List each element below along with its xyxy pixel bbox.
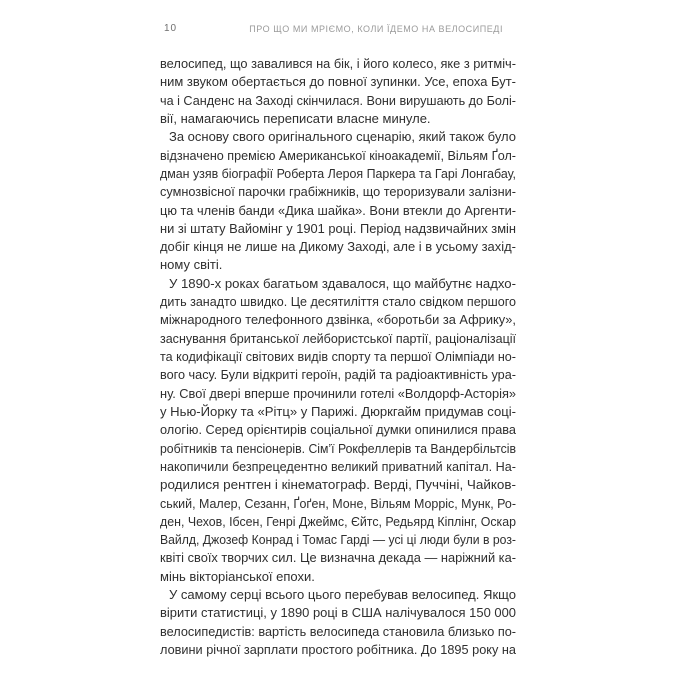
chapter-running-title: ПРО ЩО МИ МРІЄМО, КОЛИ ЇДЕМО НА ВЕЛОСИПЕДІ bbox=[249, 24, 503, 34]
text-line: ча і Санденс на Заході скінчилася. Вони вирушають до Болі- bbox=[160, 92, 516, 108]
text-line: У самому серці всього цього перебував велосипед. Якщо bbox=[169, 587, 516, 603]
body-text-block bbox=[160, 55, 516, 659]
text-line: накопичили безпрецедентно великий приватний капітал. На- bbox=[160, 458, 516, 474]
text-line: За основу свого оригінального сценарію, який також було bbox=[169, 129, 516, 145]
text-line: ну. Свої двері вперше прочинили готелі «Волдорф-Асторія» bbox=[160, 385, 516, 401]
page-number: 10 bbox=[164, 23, 178, 34]
text-line: квіті своїх творчих сил. Це визначна декада — наріжний ка- bbox=[160, 550, 516, 566]
text-line: дить занадто швидко. Це десятиліття стало свідком першого bbox=[160, 294, 516, 310]
text-line: родилися рентген і кінематограф. Верді, Пуччіні, Чайков- bbox=[160, 477, 516, 493]
text-line: заснування британської лейбористської партії, раціоналізації bbox=[160, 330, 516, 346]
text-line: мінь вікторіанської епохи. bbox=[160, 568, 315, 584]
text-line: відзначено премією Американської кіноакадемії, Вільям Ґол- bbox=[160, 147, 516, 163]
text-line: У 1890-х роках багатьом здавалося, що майбутнє надхо- bbox=[169, 275, 516, 291]
text-line: ський, Малер, Сезанн, Ґоґен, Моне, Вільям Морріс, Мунк, Ро- bbox=[160, 495, 516, 511]
text-line: вірити статистиці, у 1890 році в США налічувалося 150 000 bbox=[160, 605, 516, 621]
text-line: ним звуком обертається до повної зупинки. Усе, епоха Бут- bbox=[160, 74, 516, 90]
running-head bbox=[160, 0, 516, 44]
text-line: добіг кінця не лише на Дикому Заході, але і в усьому захід- bbox=[160, 239, 516, 255]
text-line: дман узяв біографії Роберта Лероя Паркера та Гарі Лонгабау, bbox=[160, 165, 516, 181]
text-line: ден, Чехов, Ібсен, Генрі Джеймс, Єйтс, Редьярд Кіплінг, Оскар bbox=[160, 513, 516, 529]
text-line: велосипед, що завалився на бік, і його колесо, яке з ритміч- bbox=[160, 56, 516, 71]
text-line: цю та членів банди «Дика шайка». Вони втекли до Аргенти- bbox=[160, 202, 516, 218]
book-page bbox=[160, 0, 516, 700]
text-line: та кодифікації світових видів спорту та першої Олімпіади но- bbox=[160, 349, 516, 364]
text-line: міжнародного телефонного дзвінка, «боротьби за Африку», bbox=[160, 312, 516, 328]
text-line: у Нью-Йорку та «Рітц» у Парижі. Дюркгайм придумав соці- bbox=[160, 403, 516, 419]
text-line: робітників та пенсіонерів. Сім’ї Рокфеллерів та Вандербільтсів bbox=[160, 440, 516, 456]
text-line: сумнозвісної парочки грабіжників, що тероризували залізни- bbox=[160, 184, 516, 200]
text-line: ни зі штату Вайомінг у 1901 році. Період надзвичайних змін bbox=[160, 220, 516, 236]
text-line: Вайлд, Джозеф Конрад і Томас Гарді — усі ці люди були в роз- bbox=[160, 532, 516, 548]
text-line: ологію. Серед орієнтирів соціальної думки опинилися права bbox=[160, 422, 516, 438]
text-line: вії, намагаючись переписати власне минуле. bbox=[160, 110, 431, 126]
text-line: вого часу. Були відкриті героїн, радій та радіоактивність ура- bbox=[160, 367, 516, 383]
text-line: велосипедистів: вартість велосипеда становила близько по- bbox=[160, 623, 516, 639]
text-line: ловини річної зарплати простого робітника. До 1895 року на bbox=[160, 642, 516, 657]
text-line: ному світі. bbox=[160, 257, 223, 273]
